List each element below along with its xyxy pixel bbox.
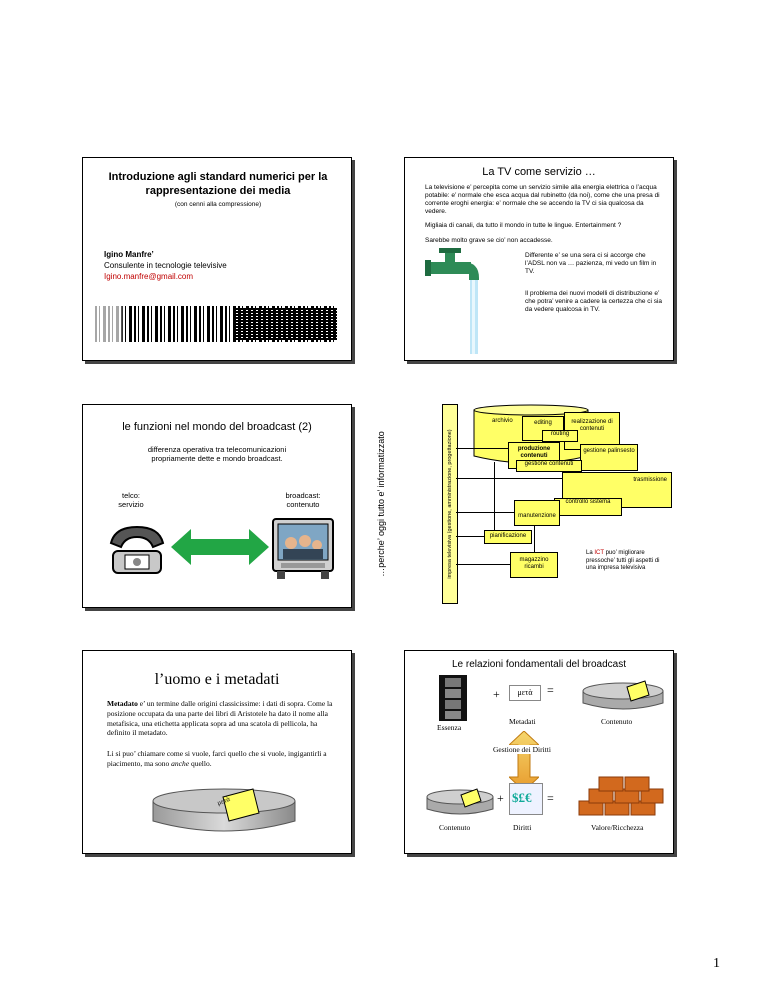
impresa-band	[442, 404, 458, 604]
slide-broadcast-functions	[82, 404, 352, 608]
ict-note	[586, 550, 668, 573]
equals-sign-2: =	[547, 791, 554, 805]
gestione-diritti-label: Gestione dei Diritti	[493, 745, 551, 754]
contenuto-label-2: Contenuto	[439, 823, 471, 832]
slide-side-title	[372, 404, 390, 604]
ict-note-post: puo’ migliorare pressoche’ tutti gli aspetti di una impresa televisiva	[586, 550, 660, 571]
metadata-note	[107, 749, 337, 769]
barcode-block	[233, 308, 337, 340]
diritti-label: Diritti	[513, 823, 532, 832]
paragraph-4: Differente e’ se una sera ci si accorge che l’ADSL non va … pazienza, mi vedo un film in TV.	[525, 252, 657, 276]
content-disc	[581, 679, 665, 717]
side-title-text: …perche’ oggi tutto e’ informatizzato	[376, 431, 386, 577]
broadcast-label: broadcast: contenuto	[285, 491, 321, 510]
note-b: anche	[171, 758, 190, 768]
slide-title: Introduzione agli standard numerici per la rappresentazione dei media	[108, 171, 328, 198]
slide-subtitle: (con cenni alla compressione)	[174, 201, 262, 208]
slide-relations	[404, 650, 674, 854]
content-disc-2	[425, 787, 495, 821]
meta-box: μετὰ	[509, 685, 541, 701]
slide-title: Le relazioni fondamentali del broadcast	[452, 659, 626, 670]
ict-note-pre: La	[586, 550, 595, 556]
magazzino-box: magazzino ricambi	[510, 552, 558, 578]
metadata-term: Metadato	[107, 699, 138, 708]
currency-icon	[509, 783, 543, 815]
telephone-icon	[109, 525, 167, 577]
metadati-label: Metadati	[509, 717, 536, 726]
note-a: Li si puo’ chiamare come si vuole, farci quello che si vuole, ingigantirli a piacimento, ma sono	[107, 749, 327, 768]
routing-box: routing	[542, 430, 578, 442]
produzione-box: produzione contenuti	[508, 442, 560, 469]
plus-sign-2: +	[497, 791, 504, 805]
gestione-contenuti-box: gestione contenuti	[516, 460, 582, 472]
double-arrow-icon	[171, 527, 269, 567]
author-name: Igino Manfre’	[104, 250, 154, 259]
meta-label: μετὰ	[216, 794, 232, 808]
description: differenza operativa tra telecomunicazioni propriamente dette e mondo broadcast.	[147, 445, 287, 464]
paragraph-1: La televisione e’ percepita come un servizio simile alla energia elettrica o l’acqua potabile: e’ normale che esca acqua dal rubinetto (da noi), come che una presa di corrente eroghi energia: e’ normale che se accendo la TV ci sia qualcosa da vedere.	[425, 184, 660, 216]
manutenzione-box: manutenzione	[514, 500, 560, 526]
equals-sign: =	[547, 683, 554, 697]
metadata-text: e’ un termine dalle origini classicissime: i dati di sopra. Come la posizione occupata da una parte dei libri di Aristotele ha dato il nome alla metafisica, una etichetta applicata sopra ad una scatola di pellicola, ha definito il metadato.	[107, 699, 333, 738]
connector-line	[456, 512, 514, 513]
connector-line	[456, 536, 484, 537]
editing-box: editing	[522, 416, 564, 441]
slide-title: l’uomo e i metadati	[154, 671, 280, 688]
connector-line	[456, 448, 508, 449]
essenza-label: Essenza	[437, 723, 462, 732]
controllo-box: controllo sistema	[554, 498, 622, 516]
connector-line	[494, 462, 495, 530]
contenuto-label: Contenuto	[601, 717, 633, 726]
archivio-label: archivio	[492, 418, 513, 424]
realizzazione-box: realizzazione di contenuti	[564, 412, 620, 450]
paragraph-2: Migliaia di canali, da tutto il mondo in tutte le lingue. Entertainment ?	[425, 222, 622, 229]
slide-metadata	[82, 650, 352, 854]
film-reel-disc	[149, 783, 299, 843]
connector-line	[456, 564, 510, 565]
pianificazione-box: pianificazione	[484, 530, 532, 544]
trasmissione-box: trasmissione	[562, 472, 672, 508]
film-strip-icon	[439, 675, 467, 721]
updown-arrow-icon	[509, 731, 539, 791]
currency-symbols: $£€	[512, 790, 532, 805]
connector-line	[534, 526, 535, 552]
slide-ict-diagram	[404, 404, 672, 606]
telco-label: telco: servizio	[118, 491, 144, 510]
valore-label: Valore/Ricchezza	[591, 823, 644, 832]
metadata-definition	[107, 699, 337, 738]
slide-intro	[82, 157, 352, 361]
impresa-band-label: impresa televisiva (gestione, amministrazione, progettazione)	[447, 429, 453, 579]
plus-sign: +	[493, 687, 500, 701]
author-role: Consulente in tecnologie televisive	[104, 261, 227, 270]
connector-line	[456, 478, 562, 479]
ict-highlight: ICT	[594, 550, 604, 556]
gestione-palinsesto-box: gestione palinsesto	[580, 444, 638, 471]
slide-title: La TV come servizio …	[482, 166, 596, 178]
faucet-icon	[423, 246, 485, 356]
paragraph-3: Sarebbe molto grave se cio’ non accadesse.	[425, 237, 553, 244]
author-email[interactable]: Igino.manfre@gmail.com	[104, 272, 194, 281]
paragraph-5: Il problema dei nuovi modelli di distribuzione e’ che potra’ venire a cadere la certezza che ci sia da vedere qualcosa in TV.	[525, 290, 663, 314]
note-c: quello.	[189, 758, 212, 768]
slide-tv-service	[404, 157, 674, 361]
gold-bricks-icon	[575, 771, 667, 819]
slide-title: le funzioni nel mondo del broadcast (2)	[122, 421, 312, 433]
tv-icon	[271, 517, 335, 583]
page-number: 1	[713, 956, 720, 971]
